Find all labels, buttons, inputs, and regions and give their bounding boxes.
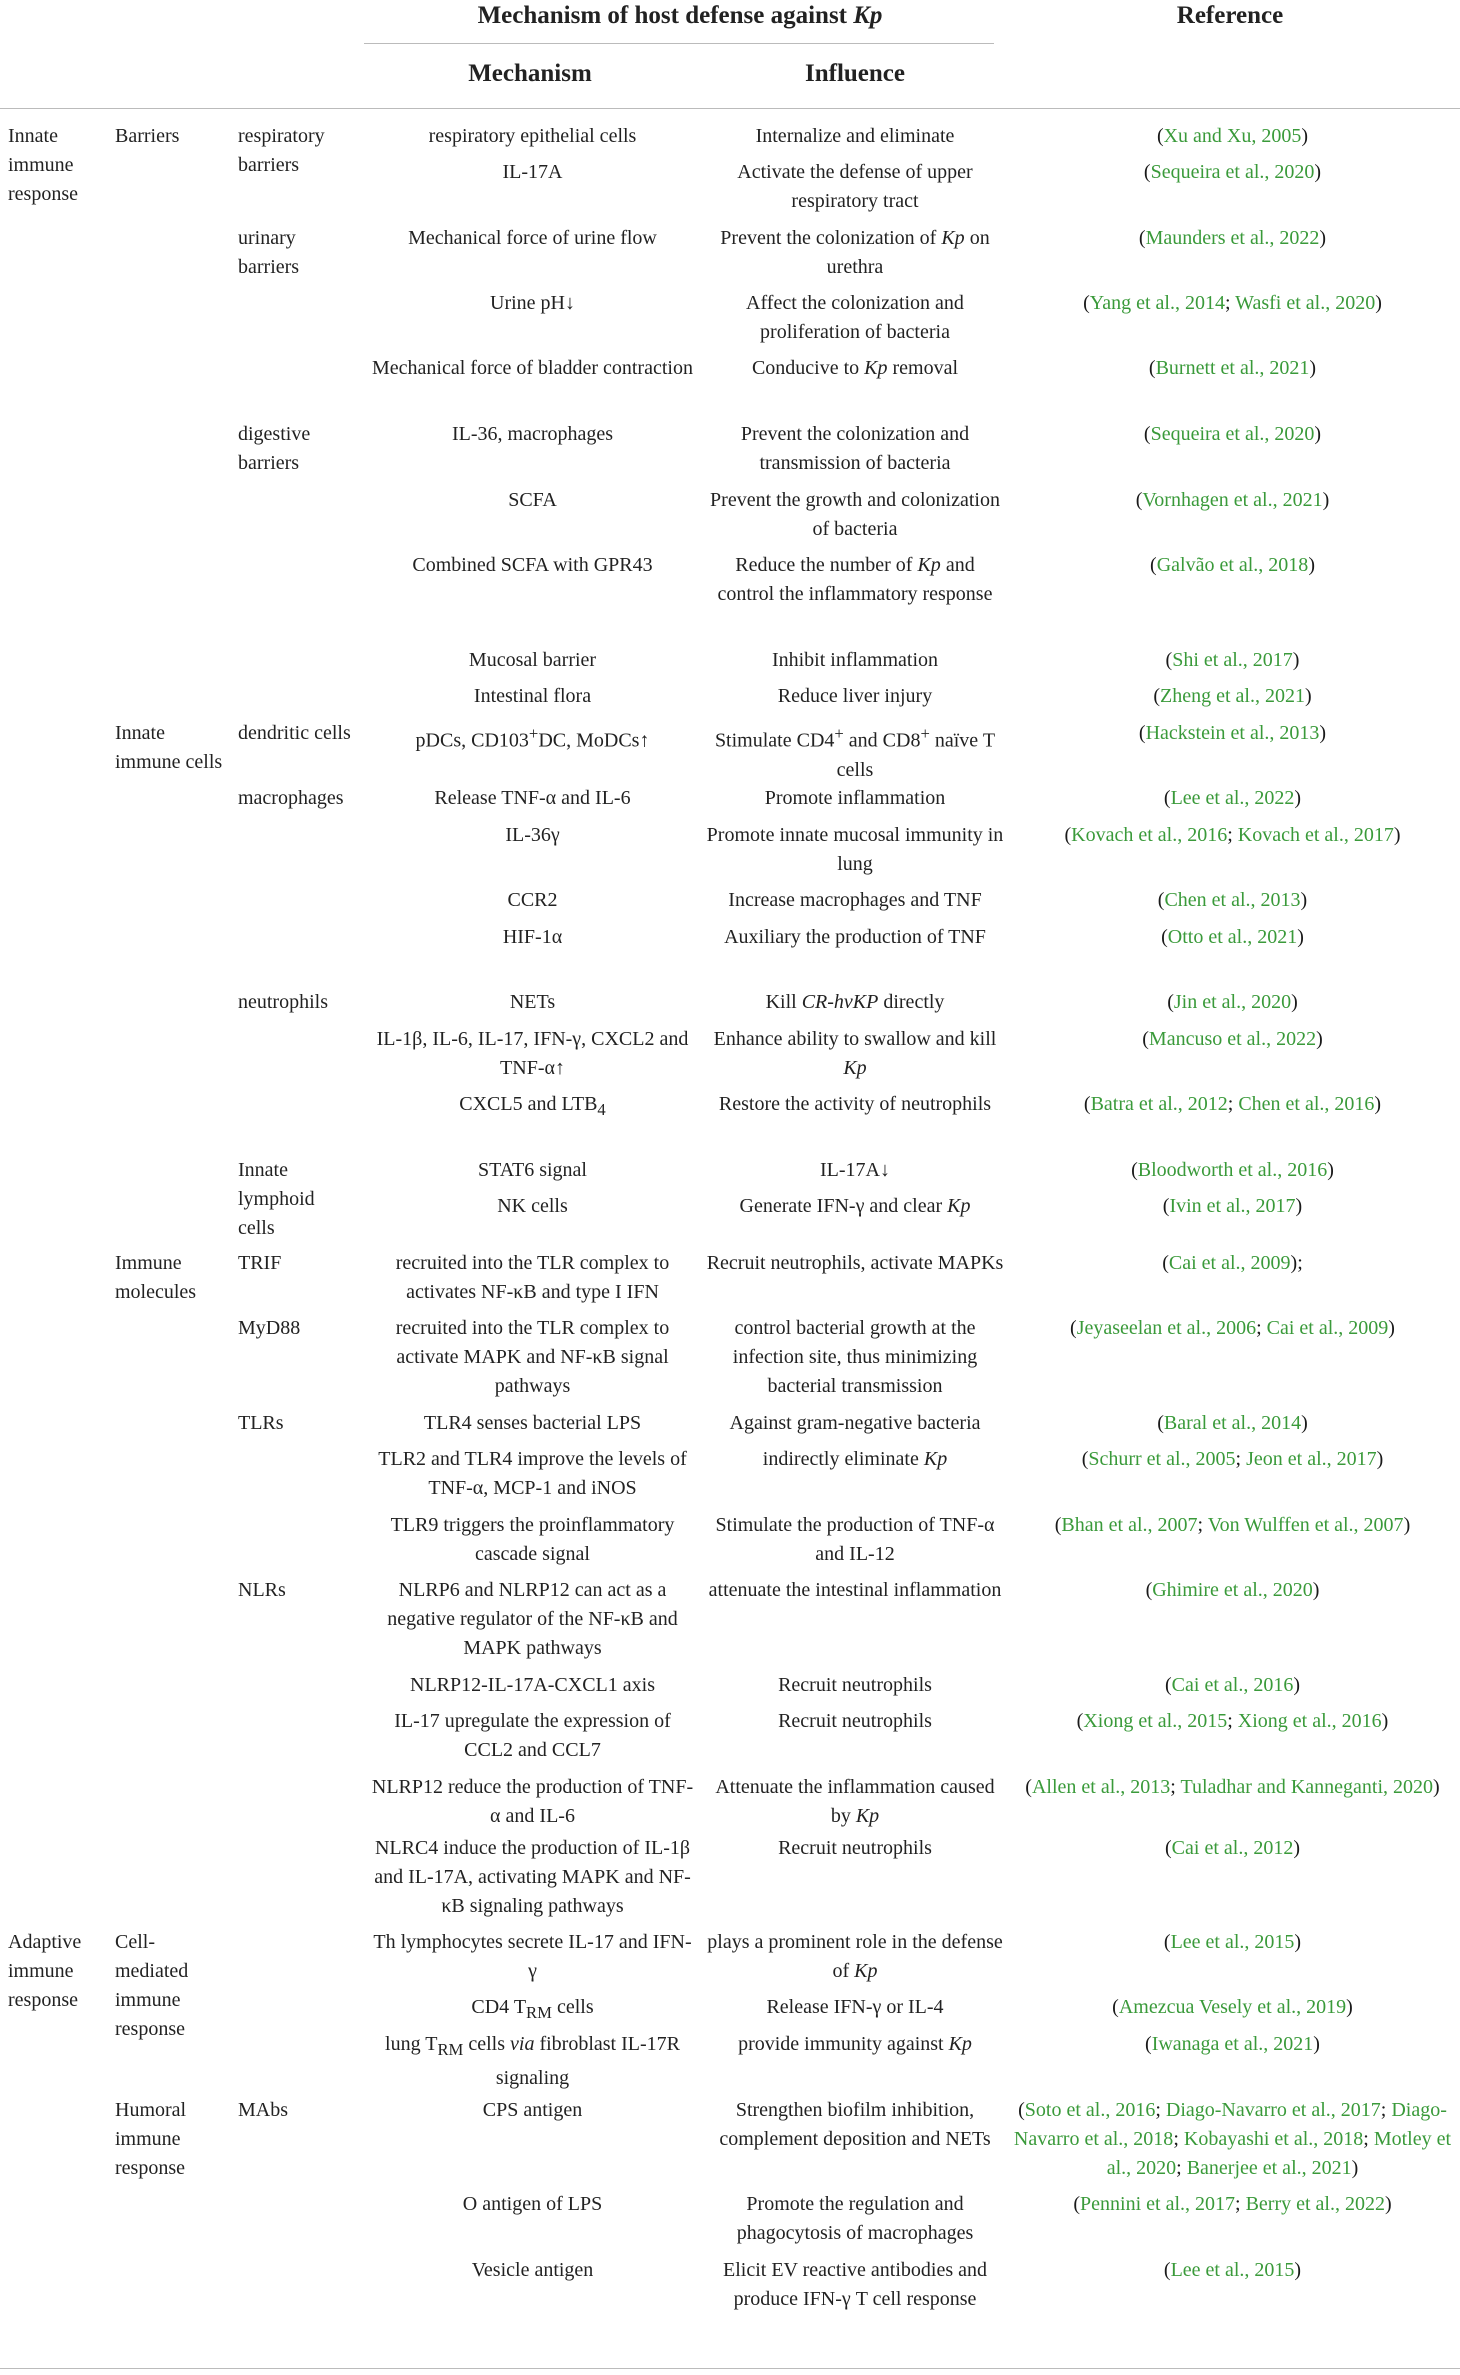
influence-cell: Prevent the colonization and transmission of bacteria: [740, 423, 970, 474]
citation-link[interactable]: Zheng et al., 2021: [1160, 685, 1305, 707]
mechanism-cell: Mucosal barrier: [468, 649, 597, 671]
influence-cell: Recruit neutrophils: [778, 1710, 932, 1732]
header-mechanism: Mechanism: [468, 60, 592, 87]
reference-cell: (Vornhagen et al., 2021): [1135, 489, 1330, 511]
citation-link[interactable]: Iwanaga et al., 2021: [1151, 2033, 1314, 2055]
reference-cell: (Cai et al., 2016): [1165, 1674, 1300, 1696]
influence-cell: Strengthen biofilm inhibition, complement deposition and NETs: [719, 2099, 991, 2150]
influence-cell: provide immunity against Kp: [738, 2033, 972, 2055]
reference-cell: (Cai et al., 2012): [1165, 1837, 1300, 1859]
influence-cell: Elicit EV reactive antibodies and produce IFN-γ T cell response: [723, 2259, 987, 2310]
reference-cell: (Otto et al., 2021): [1161, 926, 1304, 948]
mechanism-cell: TLR2 and TLR4 improve the levels of TNF-α, MCP-1 and iNOS: [378, 1448, 687, 1499]
reference-cell: (Shi et al., 2017): [1165, 649, 1300, 671]
reference-cell: (Pennini et al., 2017; Berry et al., 2022): [1073, 2193, 1392, 2215]
header-reference: Reference: [1176, 2, 1284, 29]
subcategory: TLRs: [238, 1412, 284, 1434]
reference-cell: (Soto et al., 2016; Diago-Navarro et al., 2017; Diago-Navarro et al., 2018; Kobayashi et al., 2018; Motley et al., 2020; Banerjee et al., 2021): [1013, 2099, 1452, 2179]
mechanism-cell: NLRP6 and NLRP12 can act as a negative regulator of the NF-κB and MAPK pathways: [387, 1579, 678, 1659]
influence-cell: Kill CR-hvKP directly: [765, 991, 945, 1013]
influence-cell: Inhibit inflammation: [771, 649, 939, 671]
subcategory: respiratory barriers: [238, 125, 325, 176]
citation-link[interactable]: Xiong et al., 2015: [1083, 1710, 1228, 1732]
subcategory: MAbs: [238, 2099, 289, 2121]
reference-cell: (Xu and Xu, 2005): [1156, 125, 1309, 147]
citation-link[interactable]: Sequeira et al., 2020: [1150, 423, 1315, 445]
reference-cell: (Bhan et al., 2007; Von Wulffen et al., 2007): [1054, 1514, 1411, 1536]
influence-cell: Reduce the number of Kp and control the inflammatory response: [717, 554, 993, 605]
mechanism-cell: Release TNF-α and IL-6: [434, 787, 631, 809]
subcategory: NLRs: [238, 1579, 286, 1601]
citation-link[interactable]: Banerjee et al., 2021: [1186, 2157, 1352, 2179]
citation-link[interactable]: Cai et al., 2012: [1171, 1837, 1294, 1859]
header-rule: [0, 108, 1460, 109]
citation-link[interactable]: Jeon et al., 2017: [1246, 1448, 1377, 1470]
reference-cell: (Kovach et al., 2016; Kovach et al., 2017): [1064, 824, 1401, 846]
mechanism-cell: IL-1β, IL-6, IL-17, IFN-γ, CXCL2 and TNF-α↑: [376, 1028, 689, 1079]
mechanism-cell: NLRP12-IL-17A-CXCL1 axis: [410, 1674, 655, 1696]
citation-link[interactable]: Mancuso et al., 2022: [1148, 1028, 1317, 1050]
citation-link[interactable]: Jeyaseelan et al., 2006: [1076, 1317, 1257, 1339]
reference-cell: (Zheng et al., 2021): [1153, 685, 1312, 707]
citation-link[interactable]: Cai et al., 2009: [1168, 1252, 1291, 1274]
mechanism-cell: NETs: [509, 991, 556, 1013]
citation-link[interactable]: Wasfi et al., 2020: [1235, 292, 1376, 314]
reference-cell: (Batra et al., 2012; Chen et al., 2016): [1083, 1093, 1382, 1115]
header-group-title: Mechanism of host defense against Kp: [477, 2, 883, 29]
header-influence: Influence: [805, 60, 905, 87]
influence-cell: Release IFN-γ or IL-4: [766, 1996, 944, 2018]
citation-link[interactable]: Batra et al., 2012: [1090, 1093, 1228, 1115]
subcategory: Innate lymphoid cells: [238, 1159, 315, 1239]
reference-cell: (Xiong et al., 2015; Xiong et al., 2016): [1076, 1710, 1389, 1732]
mechanism-cell: Intestinal flora: [473, 685, 592, 707]
citation-link[interactable]: Jin et al., 2020: [1173, 991, 1292, 1013]
reference-cell: (Galvão et al., 2018): [1150, 554, 1315, 576]
reference-cell: (Ghimire et al., 2020): [1145, 1579, 1320, 1601]
citation-link[interactable]: Ivin et al., 2017: [1169, 1195, 1296, 1217]
reference-cell: (Yang et al., 2014; Wasfi et al., 2020): [1083, 292, 1382, 314]
mechanism-cell: O antigen of LPS: [462, 2193, 603, 2215]
category: Barriers: [115, 125, 180, 147]
mechanism-cell: TLR4 senses bacterial LPS: [423, 1412, 642, 1434]
mechanism-cell: IL-17 upregulate the expression of CCL2 and CCL7: [394, 1710, 671, 1761]
reference-cell: (Sequeira et al., 2020): [1143, 423, 1322, 445]
citation-link[interactable]: Cai et al., 2016: [1171, 1674, 1294, 1696]
influence-cell: Prevent the growth and colonization of bacteria: [710, 489, 1000, 540]
influence-cell: Prevent the colonization of Kp on urethra: [720, 227, 990, 278]
reference-cell: (Hackstein et al., 2013): [1138, 722, 1327, 744]
reference-cell: (Mancuso et al., 2022): [1142, 1028, 1323, 1050]
mechanism-cell: CCR2: [507, 889, 558, 911]
influence-cell: Attenuate the inflammation caused by Kp: [715, 1776, 995, 1827]
mechanism-cell: respiratory epithelial cells: [428, 125, 637, 147]
mechanism-cell: CPS antigen: [482, 2099, 583, 2121]
reference-cell: (Sequeira et al., 2020): [1143, 161, 1322, 183]
mechanism-cell: STAT6 signal: [478, 1159, 587, 1181]
citation-link[interactable]: Von Wulffen et al., 2007: [1207, 1514, 1404, 1536]
reference-cell: (Maunders et al., 2022): [1138, 227, 1327, 249]
influence-cell: control bacterial growth at the infection site, thus minimizing bacterial transmission: [732, 1317, 978, 1397]
subcategory: digestive barriers: [238, 423, 311, 474]
citation-link[interactable]: Vornhagen et al., 2021: [1142, 489, 1323, 511]
mechanism-cell: Vesicle antigen: [471, 2259, 594, 2281]
influence-cell: Recruit neutrophils, activate MAPKs: [706, 1252, 1004, 1274]
influence-cell: Promote inflammation: [764, 787, 946, 809]
influence-cell: Stimulate the production of TNF-α and IL-12: [715, 1514, 995, 1565]
influence-cell: Promote innate mucosal immunity in lung: [706, 824, 1004, 875]
citation-link[interactable]: Schurr et al., 2005: [1088, 1448, 1236, 1470]
influence-cell: Against gram-negative bacteria: [729, 1412, 981, 1434]
influence-cell: Promote the regulation and phagocytosis of macrophages: [736, 2193, 974, 2244]
mechanism-cell: pDCs, CD103+DC, MoDCs↑: [415, 724, 650, 752]
citation-link[interactable]: Bhan et al., 2007: [1061, 1514, 1198, 1536]
influence-cell: Generate IFN-γ and clear Kp: [739, 1195, 971, 1217]
influence-cell: Auxiliary the production of TNF: [724, 926, 986, 948]
citation-link[interactable]: Allen et al., 2013: [1031, 1776, 1171, 1798]
subcategory: macrophages: [238, 787, 344, 809]
mechanism-cell: NK cells: [497, 1195, 568, 1217]
subcategory: MyD88: [238, 1317, 301, 1339]
citation-link[interactable]: Kobayashi et al., 2018: [1183, 2128, 1364, 2150]
influence-cell: attenuate the intestinal inflammation: [708, 1579, 1002, 1601]
response-type: Innate immune response: [8, 125, 78, 205]
citation-link[interactable]: Xu and Xu, 2005: [1163, 125, 1302, 147]
influence-cell: Affect the colonization and proliferation of bacteria: [746, 292, 964, 343]
mechanism-cell: CXCL5 and $LTB_4$: [459, 1093, 606, 1119]
citation-link[interactable]: Yang et al., 2014: [1089, 292, 1225, 314]
category: Immune molecules: [115, 1252, 197, 1303]
citation-link[interactable]: Lee et al., 2015: [1170, 1931, 1295, 1953]
reference-cell: (Lee et al., 2022): [1163, 787, 1302, 809]
citation-link[interactable]: Baral et al., 2014: [1163, 1412, 1302, 1434]
citation-link[interactable]: Diago-Navarro et al., 2017: [1165, 2099, 1381, 2121]
mechanism-cell: lung $T_{RM}$ cells via fibroblast IL-17R signaling: [385, 2033, 680, 2089]
mechanism-cell: IL-17A: [502, 161, 563, 183]
mechanism-cell: recruited into the TLR complex to activates NF-κB and type I IFN: [395, 1252, 670, 1303]
influence-cell: Increase macrophages and TNF: [728, 889, 982, 911]
subcategory: dendritic cells: [238, 722, 351, 744]
influence-cell: Activate the defense of upper respiratory tract: [737, 161, 973, 212]
subcategory: neutrophils: [238, 991, 328, 1013]
reference-cell: (Allen et al., 2013; Tuladhar and Kanneganti, 2020): [1025, 1776, 1440, 1798]
influence-cell: Enhance ability to swallow and kill Kp: [713, 1028, 997, 1079]
citation-link[interactable]: Motley et al., 2020: [1106, 2128, 1452, 2179]
reference-cell: (Baral et al., 2014): [1157, 1412, 1308, 1434]
mechanism-cell: IL-36, macrophages: [451, 423, 614, 445]
citation-link[interactable]: Tuladhar and Kanneganti, 2020: [1180, 1776, 1434, 1798]
reference-cell: (Chen et al., 2013): [1157, 889, 1308, 911]
mechanism-cell: Mechanical force of urine flow: [408, 227, 657, 249]
category: Innate immune cells: [115, 722, 223, 773]
reference-cell: (Lee et al., 2015): [1163, 1931, 1302, 1953]
citation-link[interactable]: Ghimire et al., 2020: [1152, 1579, 1313, 1601]
response-type: Adaptive immune response: [8, 1931, 82, 2011]
citation-link[interactable]: Chen et al., 2016: [1238, 1093, 1375, 1115]
mechanism-cell: Urine pH↓: [490, 292, 575, 314]
citation-link[interactable]: Kovach et al., 2016: [1071, 824, 1228, 846]
subcategory: urinary barriers: [238, 227, 300, 278]
citation-link[interactable]: Cai et al., 2009: [1266, 1317, 1389, 1339]
citation-link[interactable]: Berry et al., 2022: [1245, 2193, 1385, 2215]
citation-link[interactable]: Pennini et al., 2017: [1080, 2193, 1235, 2215]
citation-link[interactable]: Diago-Navarro et al., 2018: [1013, 2099, 1447, 2150]
influence-cell: Recruit neutrophils: [778, 1674, 932, 1696]
influence-cell: plays a prominent role in the defense of Kp: [707, 1931, 1003, 1982]
category: Humoral immune response: [115, 2099, 187, 2179]
mechanism-cell: Mechanical force of bladder contraction: [372, 357, 693, 379]
citation-link[interactable]: Hackstein et al., 2013: [1145, 722, 1320, 744]
influence-cell: Conducive to Kp removal: [751, 357, 959, 379]
reference-cell: (Ivin et al., 2017): [1162, 1195, 1303, 1217]
influence-cell: Stimulate CD4+ and CD8+ naïve T cells: [714, 724, 996, 781]
mechanism-cell: CD4 $T_{RM}$ cells: [471, 1996, 594, 2022]
reference-cell: (Lee et al., 2015): [1163, 2259, 1302, 2281]
citation-link[interactable]: Amezcua Vesely et al., 2019: [1118, 1996, 1347, 2018]
citation-link[interactable]: Otto et al., 2021: [1167, 926, 1298, 948]
reference-cell: (Jeyaseelan et al., 2006; Cai et al., 2009): [1070, 1317, 1395, 1339]
reference-cell: (Iwanaga et al., 2021): [1145, 2033, 1320, 2055]
mechanism-cell: Combined SCFA with GPR43: [412, 554, 653, 576]
mechanism-cell: TLR9 triggers the proinflammatory cascade signal: [390, 1514, 675, 1565]
influence-cell: Recruit neutrophils: [778, 1837, 932, 1859]
mechanism-cell: NLRP12 reduce the production of TNF-α and IL-6: [371, 1776, 694, 1827]
citation-link[interactable]: Sequeira et al., 2020: [1150, 161, 1315, 183]
influence-cell: Internalize and eliminate: [755, 125, 955, 147]
citation-link[interactable]: Xiong et al., 2016: [1237, 1710, 1382, 1732]
mechanism-cell: NLRC4 induce the production of IL-1β and IL-17A, activating MAPK and NF-κB signaling pathways: [374, 1837, 691, 1917]
mechanism-cell: HIF-1α: [502, 926, 563, 948]
citation-link[interactable]: Lee et al., 2022: [1170, 787, 1295, 809]
reference-cell: (Cai et al., 2009);: [1162, 1252, 1303, 1274]
category: Cell-mediated immune response: [115, 1931, 189, 2040]
mechanism-cell: recruited into the TLR complex to activate MAPK and NF-κB signal pathways: [395, 1317, 670, 1397]
citation-link[interactable]: Burnett et al., 2021: [1155, 357, 1310, 379]
influence-cell: Restore the activity of neutrophils: [718, 1093, 992, 1115]
bottom-rule: [0, 2368, 1460, 2369]
subcategory: TRIF: [238, 1252, 282, 1274]
citation-link[interactable]: Chen et al., 2013: [1164, 889, 1301, 911]
citation-link[interactable]: Lee et al., 2015: [1170, 2259, 1295, 2281]
reference-cell: (Burnett et al., 2021): [1148, 357, 1317, 379]
influence-cell: indirectly eliminate Kp: [762, 1448, 948, 1470]
reference-cell: (Bloodworth et al., 2016): [1131, 1159, 1334, 1181]
header-subrule: [364, 43, 994, 44]
citation-link[interactable]: Soto et al., 2016: [1024, 2099, 1156, 2121]
mechanism-cell: IL-36γ: [505, 824, 560, 846]
mechanism-cell: SCFA: [508, 489, 557, 511]
influence-cell: Reduce liver injury: [777, 685, 933, 707]
influence-cell: IL-17A↓: [820, 1159, 890, 1181]
citation-link[interactable]: Galvão et al., 2018: [1156, 554, 1309, 576]
citation-link[interactable]: Bloodworth et al., 2016: [1137, 1159, 1328, 1181]
mechanism-cell: Th lymphocytes secrete IL-17 and IFN-γ: [373, 1931, 692, 1982]
reference-cell: (Amezcua Vesely et al., 2019): [1112, 1996, 1353, 2018]
reference-cell: (Schurr et al., 2005; Jeon et al., 2017): [1081, 1448, 1384, 1470]
citation-link[interactable]: Kovach et al., 2017: [1237, 824, 1394, 846]
citation-link[interactable]: Maunders et al., 2022: [1145, 227, 1320, 249]
reference-cell: (Jin et al., 2020): [1167, 991, 1298, 1013]
citation-link[interactable]: Shi et al., 2017: [1172, 649, 1293, 671]
